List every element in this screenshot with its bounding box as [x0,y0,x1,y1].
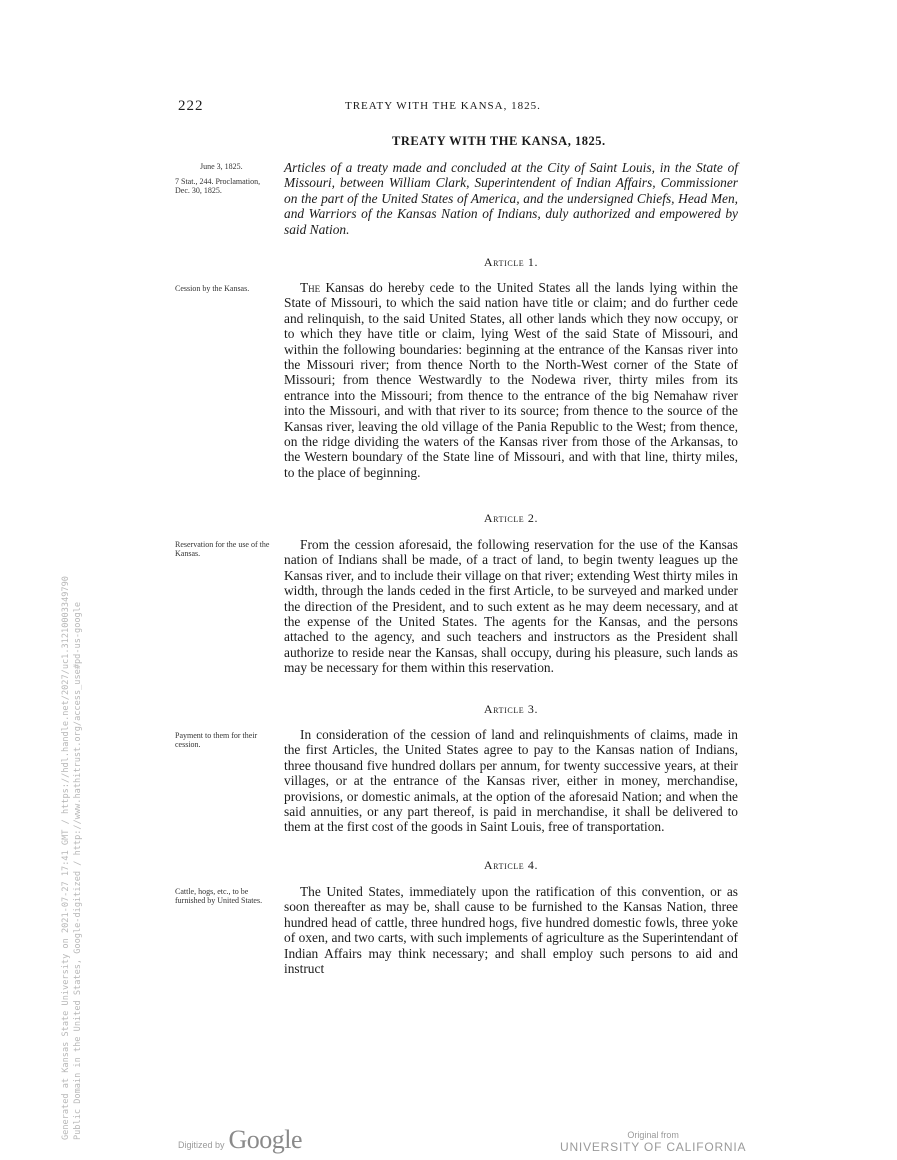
article-2-text: From the cession aforesaid, the following reservation for the use of the Kansas nation of Indians shall be made, of a tract of land, to begin twenty leagues up the Kansas river, and to include their village on that river; extending West thirty miles in width, through the lands ceded in the first Article, to be surveyed and marked under the direction of the President, and to such extent as he may deem necessary, and at the expense of the United States. The agents for the Kansas, and the persons attached to the agency, and such teachers and instructors as the President shall authorize to reside near the Kansas, shall occupy, during his pleasure, such lands as may be necessary for them within this reservation. [284,537,738,676]
margin-note-article-1: Cession by the Kansas. [175,284,250,293]
article-3-text: In consideration of the cession of land and relinquishments of claims, made in the first Articles, the United States agree to pay to the Kansas nation of Indians, three thousand five hundred dollars per annum, for twenty successive years, at their villages, or at the entrance of the Kansas river, either in money, merchandise, provisions, or domestic animals, at the option of the aforesaid Nation; and when the said annuities, or any part thereof, is paid in merchandise, it shall be delivered to them at the first cost of the goods in Saint Louis, free of transportation. [284,727,738,835]
margin-note-article-3: Payment to them for their cession. [175,731,258,749]
article-1-text [284,280,738,480]
running-head: TREATY WITH THE KANSA, 1825. [345,100,541,112]
digitized-label: Digitized by [178,1140,225,1150]
treaty-title: TREATY WITH THE KANSA, 1825. [392,134,606,148]
article-1-body: Kansas do hereby cede to the United States all the lands lying within the State of Missouri, to which the said nation have title or claim; and do further cede and relinquish, to the said United States, all other lands which they now occupy, or to which they have title or claim, lying West of the said State of Missouri, and within the following boundaries: beginning at the entrance of the Kansas river into the Missouri river; from thence North to the North-West corner of the State of Missouri; from thence Westwardly to the Nodewa river, thirty miles from its entrance into the Missouri; from thence to the entrance of the big Nemahaw river into the Missouri, and with that river to its source; from thence to the source of the Kansas river, leaving the old village of the Pania Republic to the West; from thence, on the ridge dividing the waters of the Kansas river from those of the Arkansas, to the Western boundary of the State line of Missouri, and with that line, thirty miles, to the place of beginning. [284,280,738,480]
original-from [560,1130,746,1154]
original-label: Original from [627,1130,679,1140]
article-1-lead: The [300,280,321,295]
watermark-line-1: Generated at Kansas State University on 2021-07-27 17:41 GMT / https://hdl.handle.net/2027/uc1.31210003349790 [61,576,71,1140]
margin-note-article-2: Reservation for the use of the Kansas. [175,540,270,558]
article-4-text: The United States, immediately upon the ratification of this convention, or as soon thereafter as may be, shall cause to be furnished to the Kansas Nation, three hundred head of cattle, three hundred hogs, five hundred domestic fowls, three yoke of oxen, and two carts, with such implements of agriculture as the Superintendant of Indian Affairs may think necessary; and shall employ such persons to aid and instruct [284,884,738,977]
google-logo: Google [228,1125,303,1154]
page-number: 222 [178,98,204,114]
article-1-heading: Article 1. [483,255,539,269]
article-3-heading: Article 3. [483,702,539,716]
margin-note-citation: 7 Stat., 244. Proclamation, Dec. 30, 1825. [175,177,261,195]
digitized-by-google [178,1125,302,1155]
article-2-heading: Article 2. [483,511,539,525]
hathitrust-watermark [60,576,84,1140]
institution-name: UNIVERSITY OF CALIFORNIA [560,1140,747,1154]
margin-note-article-4: Cattle, hogs, etc., to be furnished by United States. [175,887,263,905]
margin-note-date: June 3, 1825. [200,162,243,171]
watermark-line-2: Public Domain in the United States, Google-digitized / http://www.hathitrust.org/access_use#pd-us-google [73,601,83,1140]
treaty-preamble: Articles of a treaty made and concluded at the City of Saint Louis, in the State of Missouri, between William Clark, Superintendent of Indian Affairs, Commissioner on the part of the United States of America, and the undersigned Chiefs, Head Men, and Warriors of the Kansas Nation of Indians, duly authorized and empowered by said Nation. [284,160,738,237]
article-4-heading: Article 4. [483,858,539,872]
